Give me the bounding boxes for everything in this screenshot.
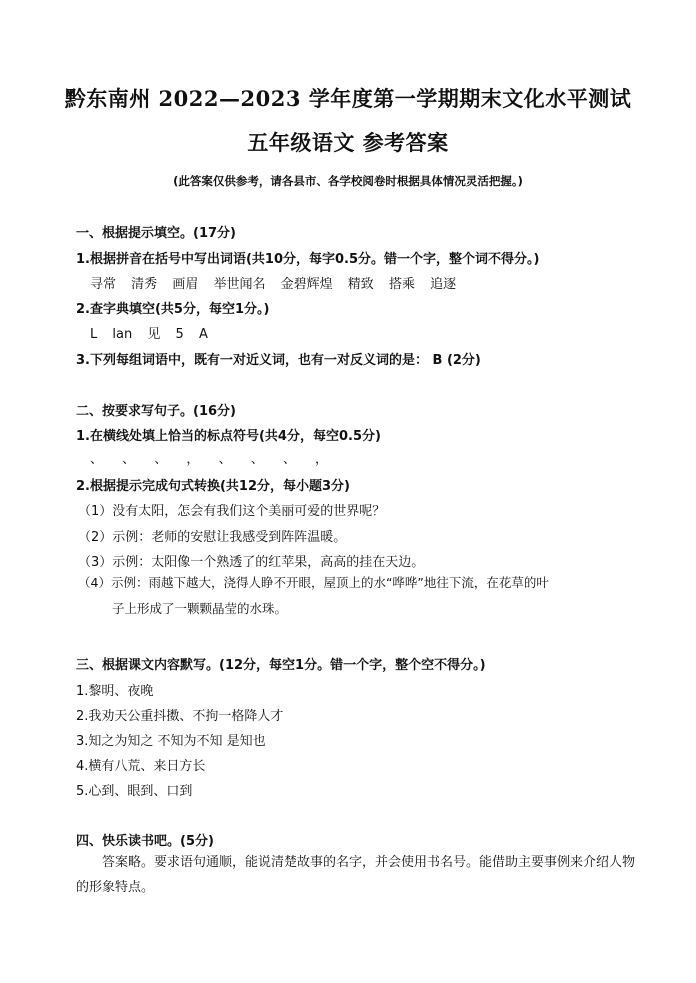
punctuation-answer: 、 [250,452,264,467]
answer-word: 清秀 [131,277,158,292]
punctuation-answer: 、 [218,452,232,467]
section-3-heading: 三、根据课文内容默写。(12分，每空1分。错一个字，整个空不得分。) [76,658,486,673]
answer-word: 精致 [347,277,374,292]
answer-word: 金碧辉煌 [280,277,333,292]
s2-question-1: 1.在横线处填上恰当的标点符号(共4分，每空0.5分) [76,429,381,444]
s2-q1-answers [90,448,343,467]
section-4-heading: 四、快乐读书吧。(5分) [76,834,214,849]
s3-answer-5: 5.心到、眼到、口到 [76,784,193,799]
s3-answer-1: 1.黎明、夜晚 [76,684,154,699]
answer-word: 追逐 [430,277,457,292]
answer-item: 见 [147,327,161,342]
s2-answer-1: （1）没有太阳，怎会有我们这个美丽可爱的世界呢？ [78,504,386,519]
punctuation-answer: 、 [90,452,104,467]
s2-answer-4 [78,570,638,622]
answer-word: 寻常 [90,277,117,292]
s2-answer-2: （2）示例：老师的安慰让我感受到阵阵温暖。 [78,530,347,545]
s1-q2-answers [90,323,219,342]
s1-question-3: 3.下列每组词语中，既有一对近义词，也有一对反义词的是： B (2分) [76,353,481,368]
punctuation-answer: ， [186,452,200,467]
s4-answer-paragraph: 答案略。要求语句通顺，能说清楚故事的名字，并会使用书名号。能借助主要事例来介绍人物的形象特点。 [76,855,636,895]
answer-word: 画眉 [172,277,199,292]
document-title: 黔东南州 2022—2023 学年度第一学期期末文化水平测试 [64,86,632,111]
s2-answer-4-line-2: 子上形成了一颗颗晶莹的水珠。 [112,601,288,616]
s3-answer-3: 3.知之为知之 不知为不知 是知也 [76,734,266,749]
answer-word: 举世闻名 [213,277,266,292]
s2-answer-3: （3）示例：太阳像一个熟透了的红苹果，高高的挂在天边。 [78,555,425,570]
s3-answer-4: 4.横有八荒、来日方长 [76,759,206,774]
grading-note: (此答案仅供参考，请各县市、各学校阅卷时根据具体情况灵活把握。) [173,174,523,188]
punctuation-answer: 、 [122,452,136,467]
s3-answer-2: 2.我劝天公重抖擞、不拘一格降人才 [76,709,284,724]
s1-q1-answers [90,273,467,292]
section-2-heading: 二、按要求写句子。(16分) [76,404,236,419]
punctuation-answer: 、 [282,452,296,467]
answer-item: 5 [175,327,184,342]
answer-word: 搭乘 [388,277,415,292]
answer-item: L [90,327,98,342]
answer-item: lan [112,327,133,342]
s1-question-2: 2.查字典填空(共5分，每空1分。) [76,302,270,317]
s1-question-1: 1.根据拼音在括号中写出词语(共10分，每字0.5分。错一个字，整个词不得分。) [76,252,540,267]
punctuation-answer: 、 [154,452,168,467]
punctuation-answer: ， [314,452,328,467]
document-subtitle: 五年级语文 参考答案 [247,130,449,155]
section-1-heading: 一、根据提示填空。(17分) [76,226,236,241]
s2-question-2: 2.根据提示完成句式转换(共12分，每小题3分) [76,479,351,494]
s2-answer-4-line-1: （4）示例：雨越下越大，浇得人睁不开眼，屋顶上的水“哗哗”地往下流，在花草的叶 [78,575,549,590]
answer-item: A [198,327,208,342]
